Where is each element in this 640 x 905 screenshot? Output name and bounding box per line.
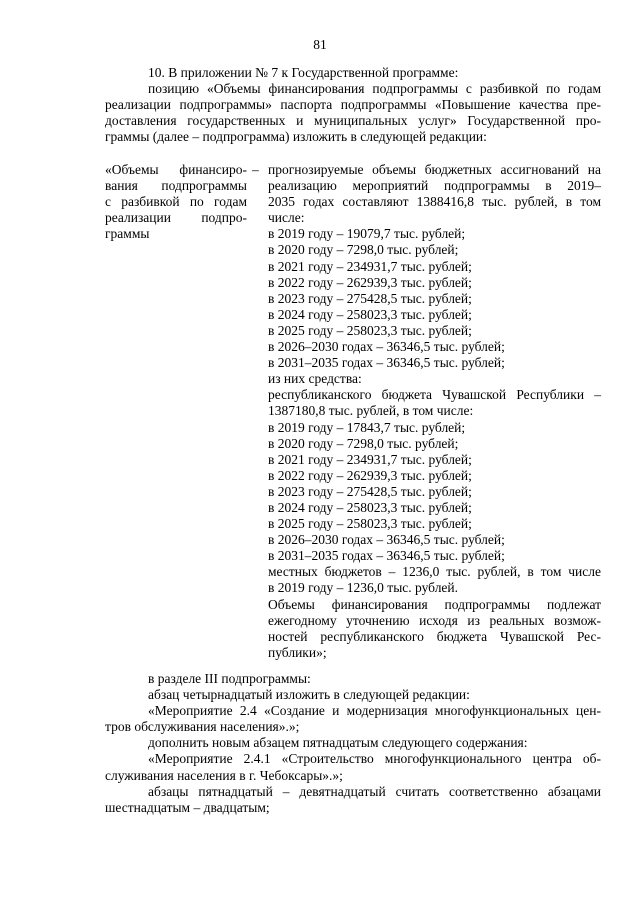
section3-line: тров обслуживания населения».»; bbox=[105, 719, 300, 735]
right-line: 2035 годах составляют 1388416,8 тыс. рублей, в том bbox=[268, 194, 601, 210]
section3-line: абзацы пятнадцатый – девятнадцатый считать соответственно абзацами bbox=[148, 783, 601, 799]
right-line: в 2020 году – 7298,0 тыс. рублей; bbox=[268, 242, 459, 258]
right-line: республиканского бюджета Чувашской Республики – bbox=[268, 387, 601, 403]
right-line: в 2022 году – 262939,3 тыс. рублей; bbox=[268, 467, 472, 483]
right-line: из них средства: bbox=[268, 371, 362, 387]
right-line: ностей республиканского бюджета Чувашской Рес- bbox=[268, 628, 601, 644]
left-line: вания подпрограммы bbox=[105, 178, 247, 194]
right-line: в 2021 году – 234931,7 тыс. рублей; bbox=[268, 258, 472, 274]
right-line: в 2019 году – 19079,7 тыс. рублей; bbox=[268, 226, 466, 242]
right-line: в 2025 году – 258023,3 тыс. рублей; bbox=[268, 322, 472, 338]
right-line: в 2024 году – 258023,3 тыс. рублей; bbox=[268, 499, 472, 515]
table-dash: – bbox=[252, 162, 259, 177]
right-line: реализацию мероприятий подпрограммы в 2019– bbox=[268, 178, 601, 194]
right-line: в 2024 году – 258023,3 тыс. рублей; bbox=[268, 306, 472, 322]
intro-heading: 10. В приложении № 7 к Государственной программе: bbox=[148, 65, 459, 80]
intro-paragraph bbox=[105, 65, 601, 145]
section3-line: абзац четырнадцатый изложить в следующей редакции: bbox=[148, 687, 470, 703]
right-line: в 2026–2030 годах – 36346,5 тыс. рублей; bbox=[268, 339, 505, 355]
right-line: публики»; bbox=[268, 644, 327, 660]
right-line: в 2021 году – 234931,7 тыс. рублей; bbox=[268, 451, 472, 467]
right-line: в 2023 году – 275428,5 тыс. рублей; bbox=[268, 290, 472, 306]
right-line: местных бюджетов – 1236,0 тыс. рублей, в том числе bbox=[268, 564, 601, 580]
intro-line: доставления государственных и муниципальных услуг» Государственной про- bbox=[105, 113, 601, 129]
right-line: в 2031–2035 годах – 36346,5 тыс. рублей; bbox=[268, 355, 505, 371]
intro-line: граммы (далее – подпрограмма) изложить в следующей редакции: bbox=[105, 129, 487, 145]
section3-line: шестнадцатым – двадцатым; bbox=[105, 799, 270, 815]
left-line: «Объемы финансиро- bbox=[105, 162, 247, 177]
left-line: граммы bbox=[105, 226, 150, 242]
right-line: в 2019 году – 17843,7 тыс. рублей; bbox=[268, 419, 466, 435]
right-line: числе: bbox=[268, 210, 305, 226]
page-number: 81 bbox=[313, 37, 327, 52]
right-line: в 2031–2035 годах – 36346,5 тыс. рублей; bbox=[268, 548, 505, 564]
table-left-cell bbox=[105, 162, 247, 242]
intro-line: позицию «Объемы финансирования подпрограммы с разбивкой по годам bbox=[148, 81, 601, 97]
section3-paragraphs bbox=[105, 671, 601, 816]
left-line: с разбивкой по годам bbox=[105, 194, 247, 210]
right-line: прогнозируемые объемы бюджетных ассигнований на bbox=[268, 162, 601, 177]
section3-line: «Мероприятие 2.4 «Создание и модернизация многофункциональных цен- bbox=[148, 703, 601, 719]
right-line: 1387180,8 тыс. рублей, в том числе: bbox=[268, 403, 474, 419]
section3-line: дополнить новым абзацем пятнадцатым следующего содержания: bbox=[148, 735, 528, 751]
right-line: Объемы финансирования подпрограммы подлежат bbox=[268, 596, 601, 612]
section3-line: в разделе III подпрограммы: bbox=[148, 671, 311, 686]
section3-line: «Мероприятие 2.4.1 «Строительство многофункционального центра об- bbox=[148, 751, 601, 767]
section3-line: служивания населения в г. Чебоксары».»; bbox=[105, 767, 343, 783]
right-line: в 2019 году – 1236,0 тыс. рублей. bbox=[268, 580, 459, 596]
right-line: в 2022 году – 262939,3 тыс. рублей; bbox=[268, 274, 472, 290]
right-line: в 2023 году – 275428,5 тыс. рублей; bbox=[268, 483, 472, 499]
right-line: в 2020 году – 7298,0 тыс. рублей; bbox=[268, 435, 459, 451]
right-line: в 2026–2030 годах – 36346,5 тыс. рублей; bbox=[268, 532, 505, 548]
left-line: реализации подпро- bbox=[105, 210, 247, 226]
table-right-cell bbox=[268, 162, 601, 661]
right-line: ежегодному уточнению исходя из реальных возмож- bbox=[268, 612, 601, 628]
right-line: в 2025 году – 258023,3 тыс. рублей; bbox=[268, 516, 472, 532]
intro-line: реализации подпрограммы» паспорта подпрограммы «Повышение качества пре- bbox=[105, 97, 601, 113]
